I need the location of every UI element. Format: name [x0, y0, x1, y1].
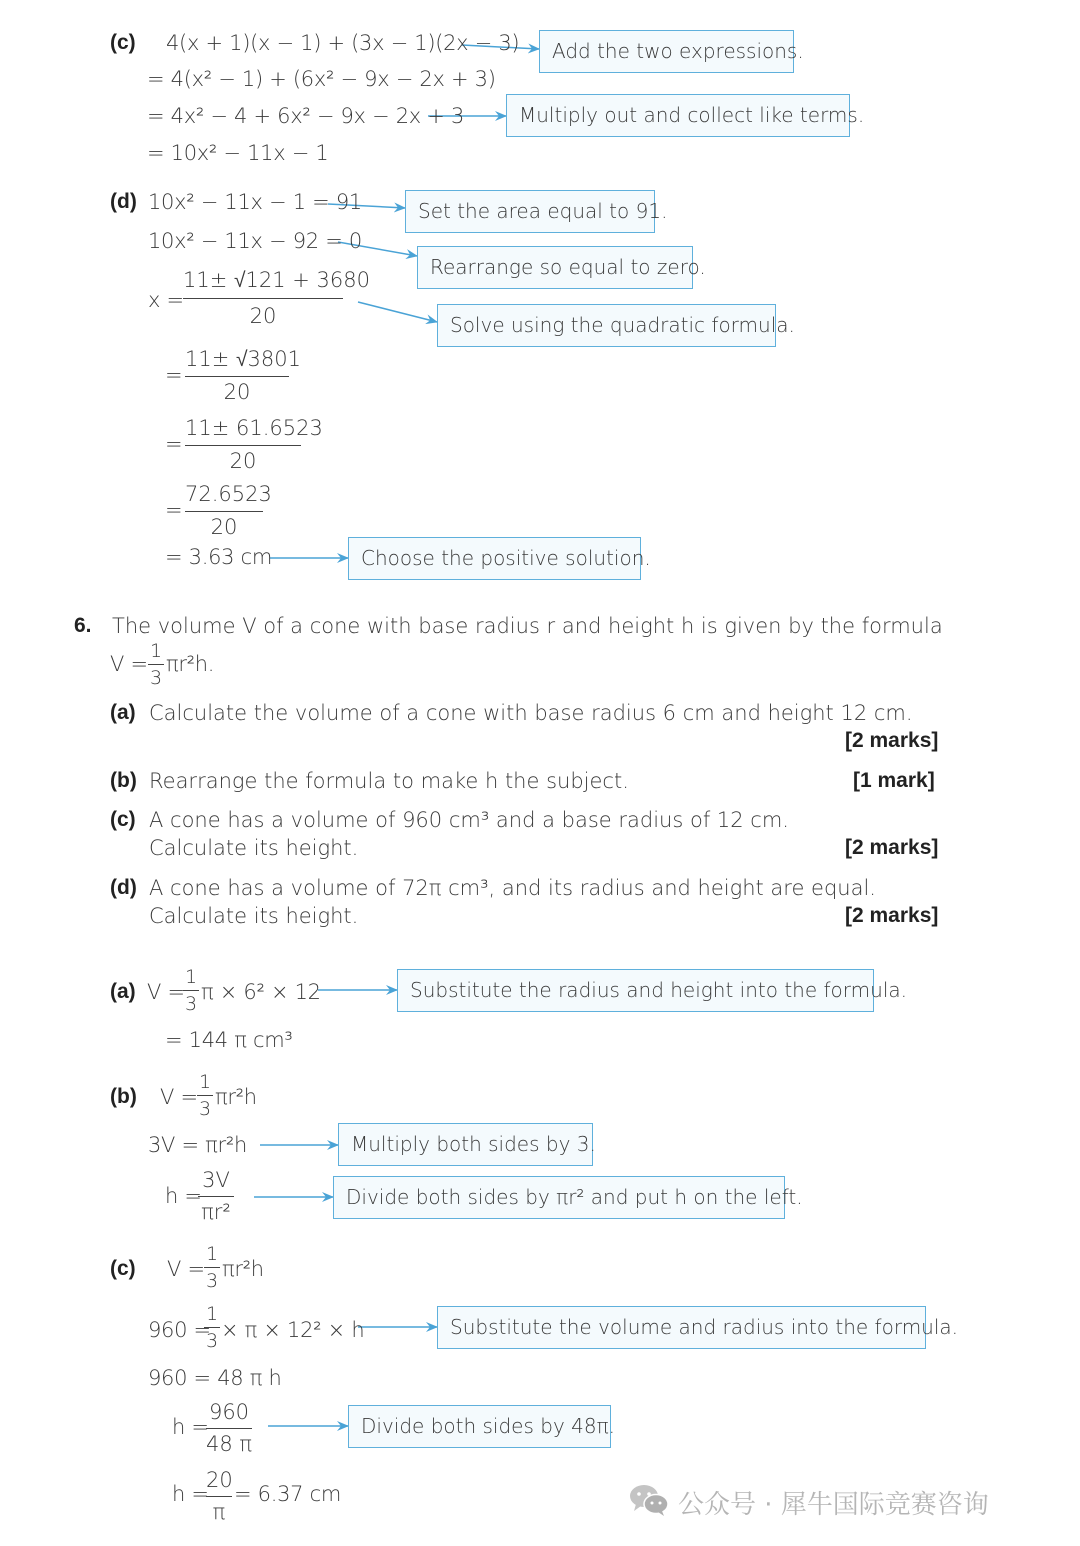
ans-b-bar [197, 1095, 213, 1096]
note-positive-solution: Choose the positive solution. [348, 537, 641, 580]
ans-c-h2-num: 20 [206, 1468, 233, 1492]
q6-part-c-text: A cone has a volume of 960 cm³ and a base radius of 12 cm. [149, 808, 789, 832]
c-line-4: = 10x² − 11x − 1 [147, 141, 329, 165]
note-set-area: Set the area equal to 91. [405, 190, 655, 233]
d-fraction-3-bar [185, 445, 301, 446]
ans-c-l2-fraction [204, 1303, 220, 1355]
note-add-expressions: Add the two expressions. [539, 30, 794, 73]
c-line-2: = 4(x² − 1) + (6x² − 9x − 2x + 3) [147, 67, 496, 91]
note-rearrange: Rearrange so equal to zero. [417, 246, 693, 289]
ans-a-lhs: V = [147, 980, 185, 1004]
q6-part-b-text: Rearrange the formula to make h the subject. [149, 769, 629, 793]
ans-a-num: 1 [184, 966, 198, 988]
ans-c-h2-eq: h = [172, 1482, 209, 1506]
note-substitute-volume-radius: Substitute the volume and radius into the formula. [437, 1306, 926, 1349]
ans-c-bar [204, 1267, 220, 1268]
d-fraction-3-den: 20 [229, 449, 257, 473]
ans-b-lhs: V = [160, 1085, 198, 1109]
ans-b-den: 3 [198, 1098, 212, 1120]
ans-c-h-bar [206, 1428, 252, 1429]
ans-a-line2: = 144 π cm³ [165, 1028, 293, 1052]
question-intro: The volume V of a cone with base radius r and height h is given by the formula [112, 614, 943, 638]
d-fraction-4-num: 72.6523 [185, 482, 272, 506]
q6-part-d-label: (d) [110, 876, 137, 899]
ans-a-rhs: π × 6² × 12 [201, 980, 321, 1004]
q6-formula-fraction [148, 640, 164, 692]
note-divide-48pi: Divide both sides by 48π. [348, 1405, 611, 1448]
ans-c-l2-num: 1 [205, 1303, 219, 1325]
ans-b-num: 1 [198, 1071, 212, 1093]
watermark-text: 公众号 · 犀牛国际竞赛咨询 [678, 1490, 989, 1520]
wechat-icon [628, 1482, 670, 1518]
q6-part-d-text: A cone has a volume of 72π cm³, and its radius and height are equal. [149, 876, 876, 900]
d-fraction-1 [183, 264, 370, 334]
ans-c-h2-bar [206, 1496, 232, 1497]
ans-b-line2: 3V = πr²h [148, 1133, 247, 1157]
ans-b-label: (b) [110, 1085, 137, 1108]
ans-a-fraction [183, 966, 199, 1018]
d-fraction-1-den: 20 [249, 304, 277, 328]
ans-c-l2-lhs: 960 = [148, 1318, 211, 1342]
ans-c-h-den: 48 π [206, 1432, 253, 1456]
q6-part-c-marks: [2 marks] [845, 836, 939, 859]
ans-c-l2-bar [204, 1327, 220, 1328]
ans-b-h-den: πr² [201, 1200, 231, 1224]
d-fraction-3 [185, 413, 323, 477]
d-eq-4: = [165, 498, 183, 522]
q6-formula-den: 3 [149, 667, 163, 689]
q6-formula-num: 1 [149, 640, 163, 662]
note-multiply-out: Multiply out and collect like terms. [506, 94, 850, 137]
ans-a-den: 3 [184, 993, 198, 1015]
q6-part-a-text: Calculate the volume of a cone with base radius 6 cm and height 12 cm. [149, 701, 913, 725]
ans-c-l2-den: 3 [205, 1330, 219, 1352]
note-quadratic: Solve using the quadratic formula. [437, 304, 776, 347]
ans-b-rhs: πr²h [215, 1085, 257, 1109]
ans-c-h2-fraction [206, 1466, 232, 1526]
ans-c-h2-rhs: = 6.37 cm [234, 1482, 342, 1506]
ans-a-bar [183, 990, 199, 991]
question-number: 6. [74, 614, 92, 637]
ans-b-h-eq: h = [165, 1184, 202, 1208]
ans-c-h-fraction [206, 1398, 252, 1458]
q6-formula-rhs: πr²h. [166, 652, 215, 676]
d-fraction-1-num: 11± √121 + 3680 [183, 268, 370, 292]
q6-part-d-marks: [2 marks] [845, 904, 939, 927]
ans-c-h-eq: h = [172, 1415, 209, 1439]
d-fraction-2-den: 20 [223, 380, 251, 404]
ans-c-rhs: πr²h [222, 1257, 264, 1281]
d-fraction-1-bar [183, 298, 343, 299]
d-fraction-2-bar [185, 376, 289, 377]
d-eq-2: = [165, 363, 183, 387]
ans-c-h2-den: π [212, 1500, 226, 1524]
arrow-quadratic [358, 302, 437, 322]
ans-b-h-num: 3V [202, 1168, 230, 1192]
ans-c-lhs: V = [167, 1257, 205, 1281]
part-d-label: (d) [110, 190, 137, 213]
ans-c-fraction [204, 1243, 220, 1295]
q6-formula-lhs: V = [110, 652, 148, 676]
part-c-label: (c) [110, 31, 136, 54]
q6-part-d-text2: Calculate its height. [149, 904, 359, 928]
q6-part-c-text2: Calculate its height. [149, 836, 359, 860]
q6-part-b-label: (b) [110, 769, 137, 792]
ans-b-h-fraction [198, 1166, 234, 1226]
ans-a-label: (a) [110, 980, 136, 1003]
q6-part-b-marks: [1 mark] [853, 769, 935, 792]
q6-part-a-marks: [2 marks] [845, 729, 939, 752]
d-eq-3: = [165, 432, 183, 456]
ans-c-den: 3 [205, 1270, 219, 1292]
note-multiply-by-3: Multiply both sides by 3. [338, 1123, 593, 1166]
d-fraction-4 [185, 479, 272, 543]
c-line-3: = 4x² − 4 + 6x² − 9x − 2x + 3 [147, 104, 465, 128]
ans-c-h-num: 960 [208, 1400, 250, 1424]
ans-c-label: (c) [110, 1257, 136, 1280]
q6-formula-bar [148, 664, 164, 665]
q6-part-a-label: (a) [110, 701, 136, 724]
ans-c-num: 1 [205, 1243, 219, 1265]
d-fraction-4-den: 20 [210, 515, 238, 539]
ans-c-line3: 960 = 48 π h [148, 1366, 282, 1390]
d-fraction-2-num: 11± √3801 [185, 347, 301, 371]
d-result: = 3.63 cm [165, 545, 273, 569]
d-line-2: 10x² − 11x − 92 = 0 [148, 229, 362, 253]
note-divide-pir2: Divide both sides by πr² and put h on the left. [333, 1176, 785, 1219]
d-line-1: 10x² − 11x − 1 = 91 [148, 190, 362, 214]
ans-b-fraction [197, 1071, 213, 1123]
d-fraction-2 [185, 344, 301, 408]
c-line-1: 4(x + 1)(x − 1) + (3x − 1)(2x − 3) [166, 31, 520, 55]
d-fraction-3-num: 11± 61.6523 [185, 416, 323, 440]
ans-b-h-bar [198, 1196, 234, 1197]
d-x-equals: x = [148, 288, 184, 312]
ans-c-l2-rhs: × π × 12² × h [221, 1318, 365, 1342]
d-fraction-4-bar [185, 511, 263, 512]
note-substitute-radius-height: Substitute the radius and height into the formula. [397, 969, 874, 1012]
q6-part-c-label: (c) [110, 808, 136, 831]
